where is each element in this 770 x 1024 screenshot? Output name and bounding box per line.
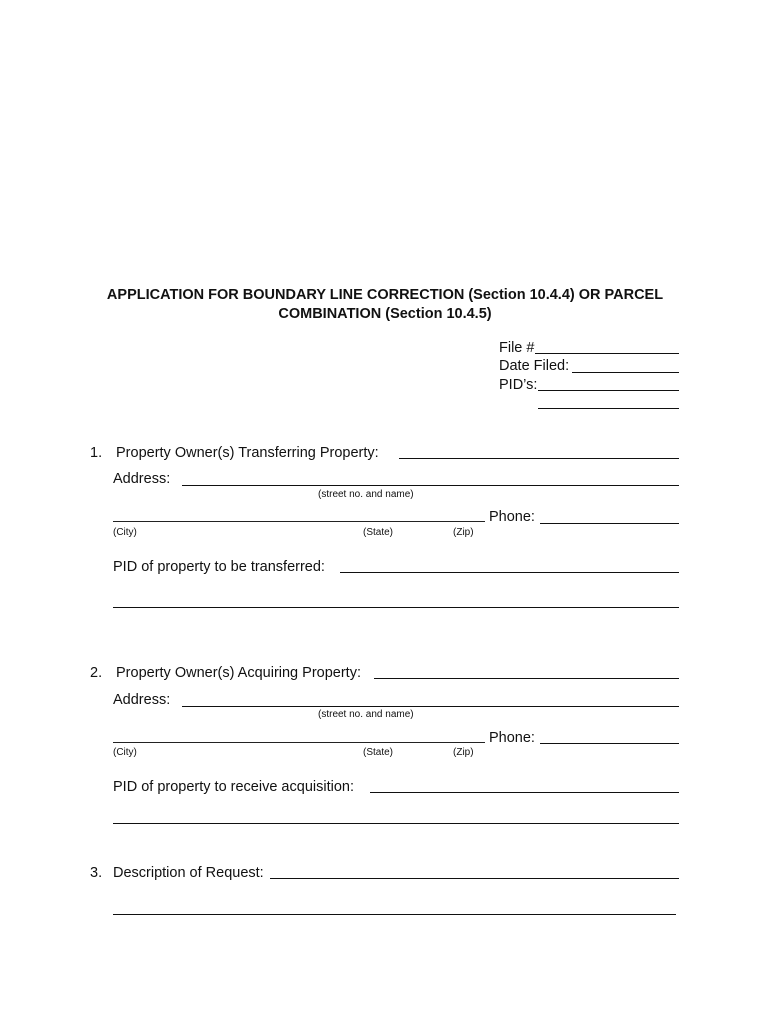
pids-field-1[interactable] [538, 390, 679, 391]
section1-pid-field[interactable] [340, 572, 679, 573]
section2-city-hint: (City) [113, 747, 137, 758]
section2-zip-hint: (Zip) [453, 747, 474, 758]
section2-pid-field-extra[interactable] [113, 823, 679, 824]
section2-street-hint: (street no. and name) [318, 709, 414, 720]
section2-pid-field[interactable] [370, 792, 679, 793]
section1-street-hint: (street no. and name) [318, 489, 414, 500]
section2-city-state-zip-field[interactable] [113, 742, 485, 743]
section1-city-hint: (City) [113, 527, 137, 538]
file-number-label: File # [499, 340, 535, 356]
pids-label: PID’s: [499, 377, 538, 393]
form-title [60, 286, 710, 324]
section2-number: 2. [90, 665, 103, 681]
description-field[interactable] [270, 878, 679, 879]
section2-phone-field[interactable] [540, 743, 679, 744]
description-field-extra[interactable] [113, 914, 676, 915]
section3-heading: Description of Request: [113, 865, 264, 881]
form-title-line2: COMBINATION (Section 10.4.5) [278, 306, 492, 322]
acquiring-owner-field[interactable] [374, 678, 679, 679]
section1-phone-label: Phone: [489, 509, 535, 525]
section2-state-hint: (State) [363, 747, 394, 758]
section1-city-state-zip-field[interactable] [113, 521, 485, 522]
section1-state-hint: (State) [363, 527, 394, 538]
section2-heading: Property Owner(s) Acquiring Property: [116, 665, 361, 681]
section2-phone-label: Phone: [489, 730, 535, 746]
section1-pid-label: PID of property to be transferred: [113, 559, 325, 575]
section1-address-label: Address: [113, 471, 171, 487]
transferring-owner-field[interactable] [399, 458, 679, 459]
date-filed-field[interactable] [572, 372, 679, 373]
form-title-line1: APPLICATION FOR BOUNDARY LINE CORRECTION (Section 10.4.4) OR PARCEL [106, 287, 664, 303]
section3-number: 3. [90, 865, 103, 881]
section1-phone-field[interactable] [540, 523, 679, 524]
section1-address-field[interactable] [182, 485, 679, 486]
section2-address-label: Address: [113, 692, 171, 708]
section2-pid-label: PID of property to receive acquisition: [113, 779, 354, 795]
section1-number: 1. [90, 445, 103, 461]
date-filed-label: Date Filed: [499, 358, 570, 374]
pids-field-2[interactable] [538, 408, 679, 409]
file-number-field[interactable] [535, 353, 679, 354]
section1-pid-field-extra[interactable] [113, 607, 679, 608]
section2-address-field[interactable] [182, 706, 679, 707]
section1-heading: Property Owner(s) Transferring Property: [116, 445, 379, 461]
section1-zip-hint: (Zip) [453, 527, 474, 538]
